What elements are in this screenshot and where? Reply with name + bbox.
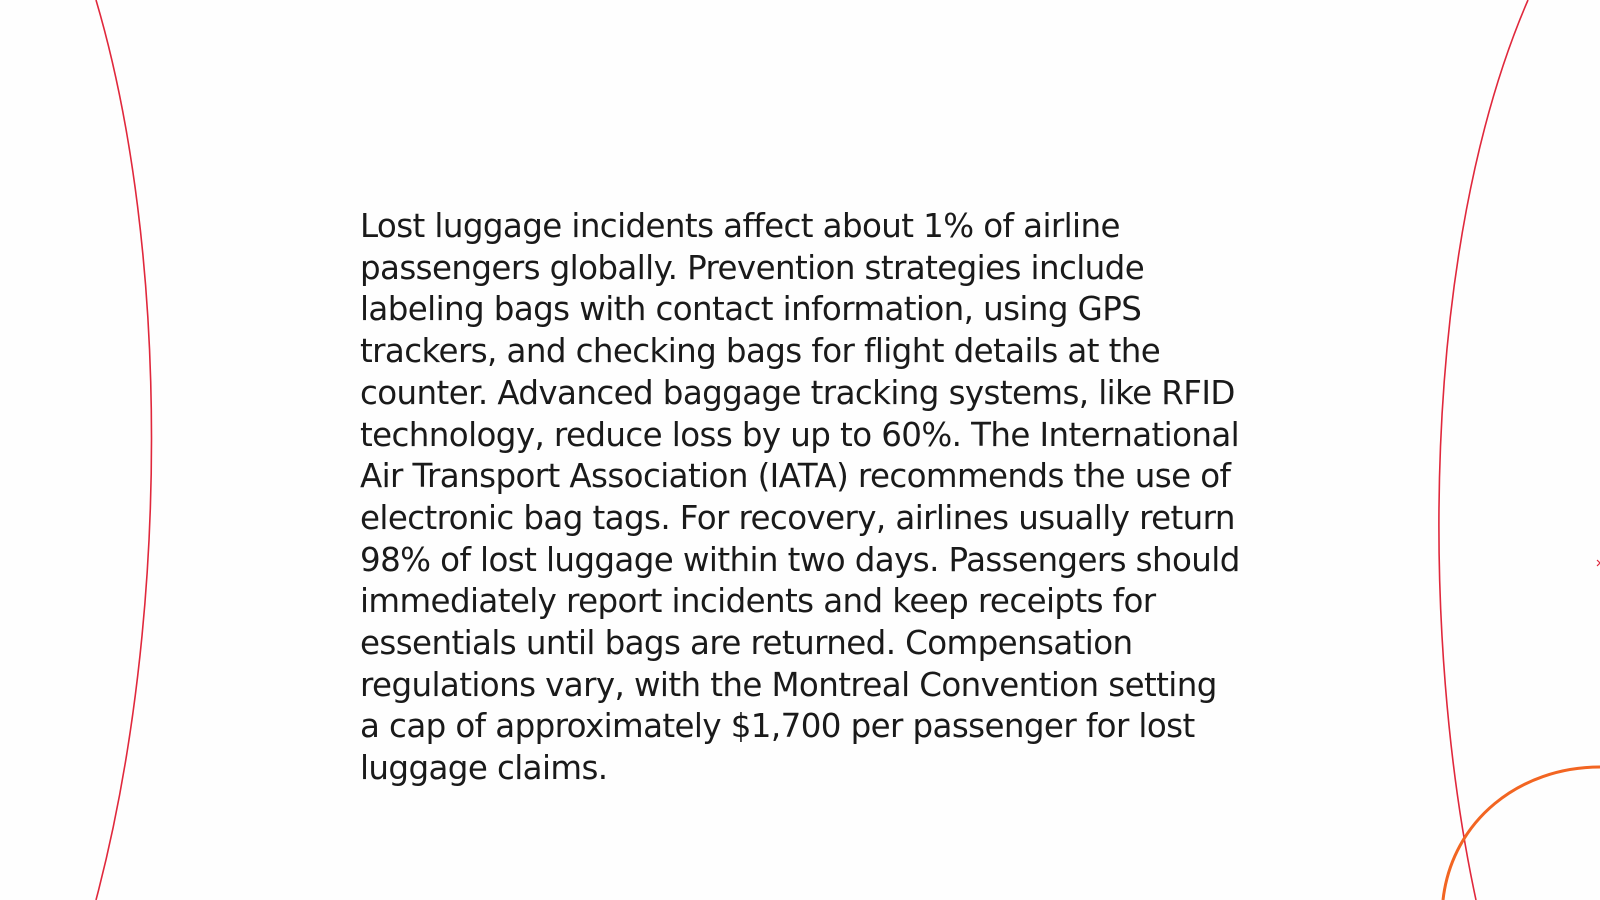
orange-arc xyxy=(1443,767,1600,900)
left-curve-line xyxy=(96,0,152,900)
body-paragraph: Lost luggage incidents affect about 1% of airline passengers globally. Prevention strategies include labeling bags with contact information, using GPS trackers, and checking bags for flight details at the counter. Advanced baggage tracking systems, like RFID technology, reduce loss by up to 60%. The International Air Transport Association (IATA) recommends the use of electronic bag tags. For recovery, airlines usually return 98% of lost luggage within two days. Passengers should immediately report incidents and keep receipts for essentials until bags are returned. Compensation regulations vary, with the Montreal Convention setting a cap of approximately $1,700 per passenger for lost luggage claims. xyxy=(360,207,1240,788)
right-curve-line xyxy=(1439,0,1528,900)
